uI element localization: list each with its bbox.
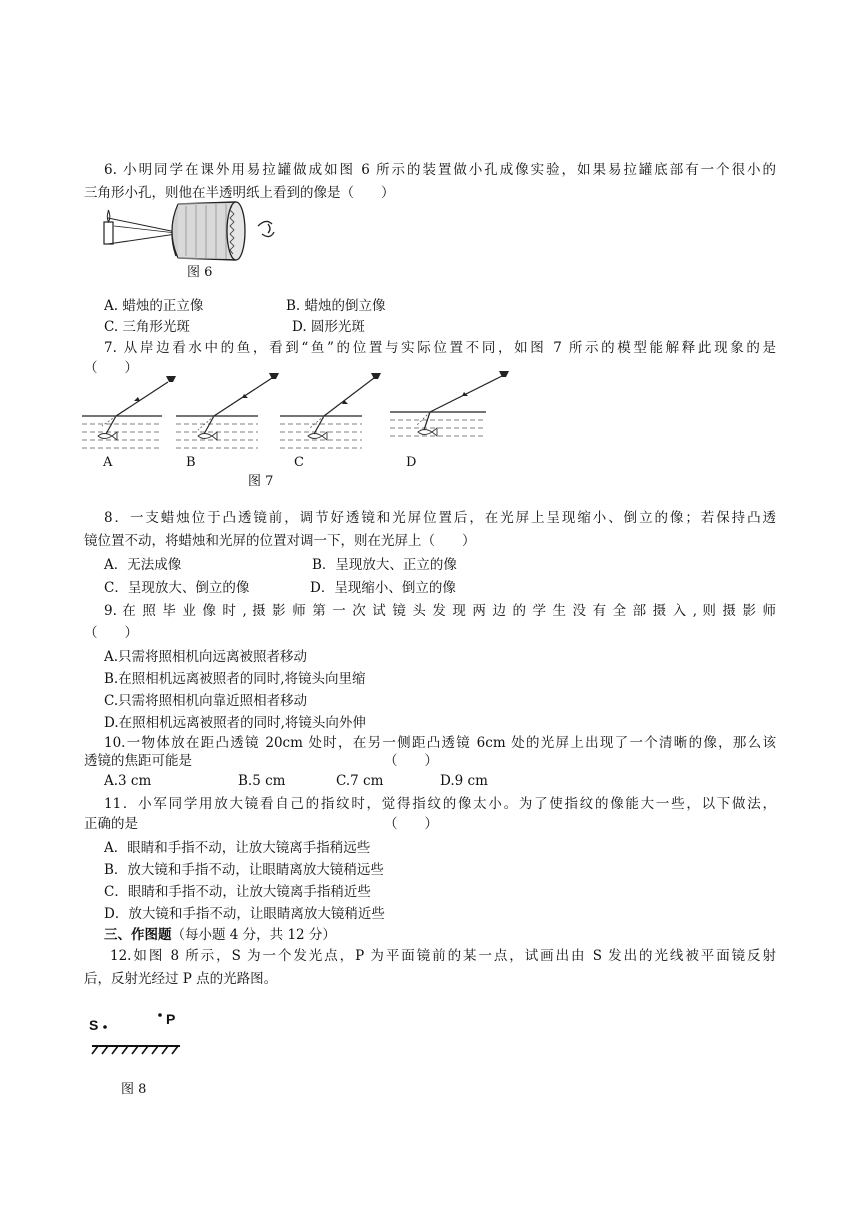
q9-option-d: D.在照相机远离被照者的同时,将镜头向外伸 xyxy=(104,715,366,731)
q11-line1: 11．小军同学用放大镜看自己的指纹时，觉得指纹的像太小。为了使指纹的像能大一些，以下做法， xyxy=(104,796,776,812)
q6-line2: 三角形小孔，则他在半透明纸上看到的像是（ ） xyxy=(84,185,395,201)
figure-6-pinhole-can xyxy=(96,196,296,260)
figure-8-plane-mirror xyxy=(88,1010,188,1060)
point-p-dot xyxy=(158,1013,162,1017)
q12-line1: 12.如图 8 所示，S 为一个发光点，P 为平面镜前的某一点，试画出由 S 发出的光线被平面镜反射 xyxy=(110,948,776,964)
figure-7-label-a: A xyxy=(103,455,113,470)
q6-line1: 6. 小明同学在课外用易拉罐做成如图 6 所示的装置做小孔成像实验，如果易拉罐底部有一个很小的 xyxy=(104,162,776,178)
figure-7-label-d: D xyxy=(406,455,417,470)
q8-option-a: A．无法成像 xyxy=(104,557,182,573)
figure-7-refraction-models xyxy=(80,374,520,460)
q8-line2: 镜位置不动，将蜡烛和光屏的位置对调一下，则在光屏上（ ） xyxy=(84,533,476,549)
q6-option-b: B. 蜡烛的倒立像 xyxy=(286,298,386,314)
q6-option-d: D. 圆形光斑 xyxy=(292,319,365,335)
figure-7-label-c: C xyxy=(294,455,304,470)
q7-line1: 7. 从岸边看水中的鱼，看到“鱼”的位置与实际位置不同，如图 7 所示的模型能解释此现象的是 xyxy=(104,340,776,356)
q9-option-c: C.只需将照相机向靠近照相者移动 xyxy=(104,693,308,709)
q10-option-a: A.3 cm xyxy=(104,773,152,789)
q11-option-b: B．放大镜和手指不动，让眼睛离放大镜稍远些 xyxy=(104,862,384,878)
q8-line1: 8．一支蜡烛位于凸透镜前，调节好透镜和光屏位置后，在光屏上呈现缩小、倒立的像；若保持凸透 xyxy=(104,510,776,526)
section-3-heading xyxy=(104,926,336,944)
figure-8-caption: 图 8 xyxy=(121,1082,147,1097)
q8-option-b: B．呈现放大、正立的像 xyxy=(312,557,457,573)
q9-option-a: A.只需将照相机向远离被照者移动 xyxy=(104,649,308,665)
q9-line2: （ ） xyxy=(84,625,138,641)
q9-line1: 9. 在 照 毕 业 像 时 , 摄 影 师 第 一 次 试 镜 头 发 现 两 边 的 学 生 没 有 全 部 摄 入 , 则 摄 影 师 xyxy=(104,603,776,619)
q10-answer-bracket: （ ） xyxy=(384,753,438,769)
section-3-title: 三、作图题 xyxy=(104,927,172,943)
figure-8-label-p: P xyxy=(166,1011,176,1027)
figure-6-caption: 图 6 xyxy=(187,265,213,280)
q10-option-c: C.7 cm xyxy=(336,773,384,789)
figure-8-label-s: S xyxy=(89,1017,99,1033)
q12-line2: 后，反射光经过 P 点的光路图。 xyxy=(84,971,278,987)
light-source-s-dot xyxy=(103,1025,107,1029)
q11-option-d: D．放大镜和手指不动，让眼睛离放大镜稍近些 xyxy=(104,906,385,922)
q10-option-b: B.5 cm xyxy=(238,773,286,789)
q10-line2: 透镜的焦距可能是 xyxy=(84,753,192,769)
q11-line2: 正确的是 xyxy=(84,816,138,832)
q8-option-d: D．呈现缩小、倒立的像 xyxy=(310,580,456,596)
q10-line1: 10.一物体放在距凸透镜 20cm 处时，在另一侧距凸透镜 6cm 处的光屏上出现了一个清晰的像，那么该 xyxy=(104,735,776,751)
q11-answer-bracket: （ ） xyxy=(384,816,438,832)
q10-option-d: D.9 cm xyxy=(440,773,488,789)
section-3-note: （每小题 4 分，共 12 分） xyxy=(171,927,336,943)
figure-7-label-b: B xyxy=(186,455,196,470)
q11-option-a: A．眼睛和手指不动，让放大镜离手指稍远些 xyxy=(104,840,371,856)
q9-option-b: B.在照相机远离被照者的同时,将镜头向里缩 xyxy=(104,671,366,687)
q11-option-c: C．眼睛和手指不动，让放大镜离手指稍近些 xyxy=(104,884,371,900)
q8-option-c: C．呈现放大、倒立的像 xyxy=(104,580,250,596)
q7-line2: （ ） xyxy=(84,360,138,376)
q6-option-c: C. 三角形光斑 xyxy=(104,319,190,335)
q6-option-a: A. 蜡烛的正立像 xyxy=(104,298,204,314)
figure-7-caption: 图 7 xyxy=(248,474,274,489)
